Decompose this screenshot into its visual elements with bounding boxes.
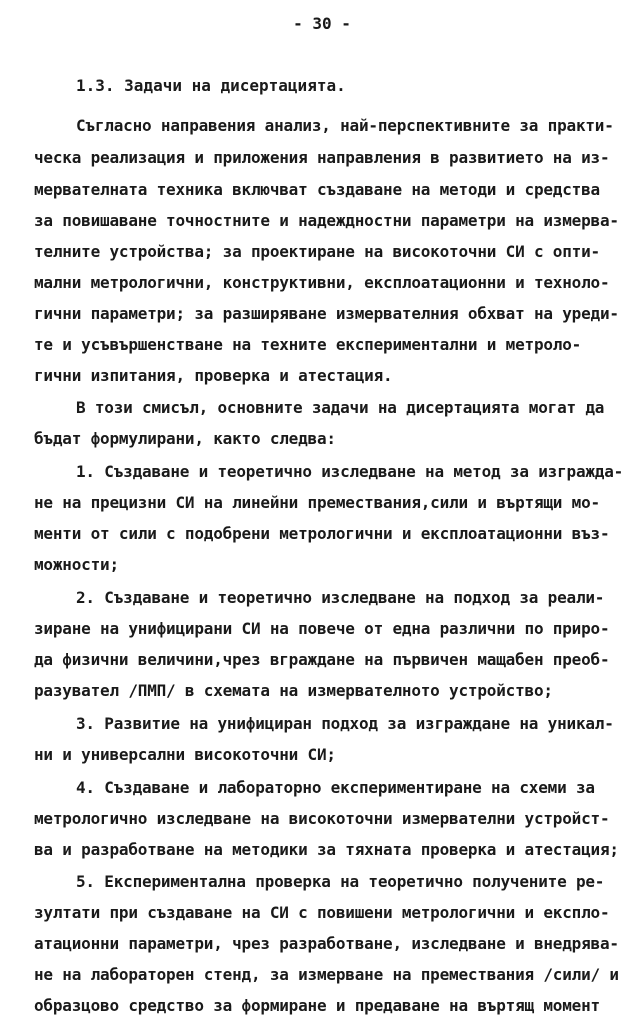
- section-heading: 1.3. Задачи на дисертацията.: [76, 76, 346, 95]
- text-line: зиране на унифицирани СИ на повече от една различни по приро-: [34, 619, 610, 638]
- text-line: мални метрологични, конструктивни, експлоатационни и техноло-: [34, 273, 610, 292]
- text-line: можности;: [34, 555, 119, 574]
- text-line: бъдат формулирани, както следва:: [34, 429, 336, 448]
- text-line: гични изпитания, проверка и атестация.: [34, 366, 393, 385]
- text-line: 5. Експериментална проверка на теоретично получените ре-: [76, 872, 605, 891]
- text-line: телните устройства; за проектиране на високоточни СИ с опти-: [34, 242, 600, 261]
- text-line: атационни параметри, чрез разработване, изследване и внедрява-: [34, 934, 619, 953]
- text-line: гични параметри; за разширяване измервателния обхват на уреди-: [34, 304, 619, 323]
- page-number: - 30 -: [293, 14, 351, 33]
- text-line: В този смисъл, основните задачи на дисертацията могат да: [76, 398, 605, 417]
- text-line: образцово средство за формиране и предаване на въртящ момент: [34, 996, 600, 1015]
- text-line: 4. Създаване и лабораторно експериментиране на схеми за: [76, 778, 595, 797]
- text-line: те и усъвършенстване на техните експериментални и метроло-: [34, 335, 582, 354]
- text-line: не на прецизни СИ на линейни премествания,сили и въртящи мо-: [34, 493, 600, 512]
- text-line: метрологично изследване на високоточни измервателни устройст-: [34, 809, 610, 828]
- text-line: ческа реализация и приложения направления в развитието на из-: [34, 148, 610, 167]
- text-line: ва и разработване на методики за тяхната проверка и атестация;: [34, 840, 619, 859]
- text-line: мервателната техника включват създаване на методи и средства: [34, 180, 600, 199]
- text-line: да физични величини,чрез вграждане на първичен мащабен преоб-: [34, 650, 610, 669]
- text-line: 1. Създаване и теоретично изследване на метод за изгражда-: [76, 462, 624, 481]
- text-line: 3. Развитие на унифициран подход за изграждане на уникал-: [76, 714, 614, 733]
- text-line: Съгласно направения анализ, най-перспективните за практи-: [76, 116, 614, 135]
- text-line: 2. Създаване и теоретично изследване на подход за реали-: [76, 588, 605, 607]
- text-line: менти от сили с подобрени метрологични и експлоатационни въз-: [34, 524, 610, 543]
- text-line: за повишаване точностните и надеждностни параметри на измерва-: [34, 211, 619, 230]
- text-line: ни и универсални високоточни СИ;: [34, 745, 336, 764]
- text-line: зултати при създаване на СИ с повишени метрологични и експло-: [34, 903, 610, 922]
- text-line: не на лабораторен стенд, за измерване на премествания /сили/ и: [34, 965, 619, 984]
- text-line: разувател /ПМП/ в схемата на измервателното устройство;: [34, 681, 553, 700]
